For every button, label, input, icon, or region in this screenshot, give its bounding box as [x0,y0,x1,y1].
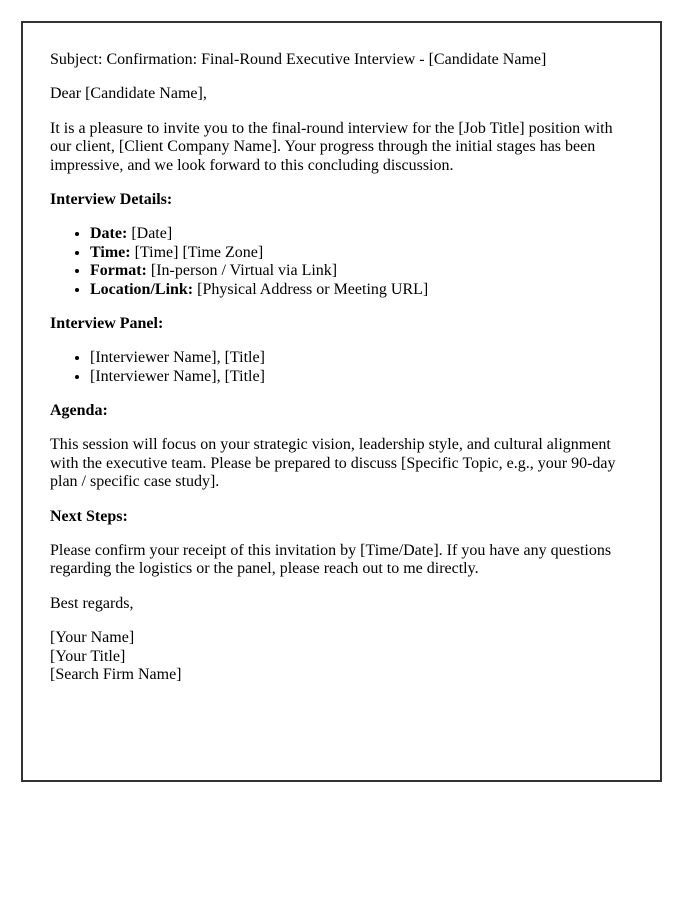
detail-label: Time: [90,243,131,261]
signature-block [50,629,633,684]
detail-value: [Time] [Time Zone] [130,243,264,261]
letter-document [21,21,662,782]
next-steps-heading: Next Steps: [50,507,128,525]
subject-line: Subject: Confirmation: Final-Round Executive Interview - [Candidate Name] [50,51,547,68]
detail-item-format [90,262,633,280]
greeting: Dear [Candidate Name], [50,85,207,103]
panel-item: • [Interviewer Name], [Title] [90,349,633,367]
panel-item: • [Interviewer Name], [Title] [90,368,633,386]
interview-panel-list [50,349,633,386]
detail-value: [In-person / Virtual via Link] [146,262,338,280]
closing: Best regards, [50,594,134,612]
agenda-heading: Agenda: [50,402,108,420]
detail-value: [Date] [127,225,173,243]
intro-paragraph: It is a pleasure to invite you to the final-round interview for the [Job Title] position with our client, [Client Company Name]. Your progress through the initial stages has been impressive, and we look forward to this concluding discussion. [50,119,613,174]
detail-label: Location/Link: [90,280,194,298]
detail-label: Date: [90,225,128,243]
detail-item-date [90,225,633,243]
interview-details-list [50,225,633,299]
detail-label: Format: [90,262,147,280]
interview-details-heading: Interview Details: [50,190,173,208]
detail-value: [Physical Address or Meeting URL] [193,280,429,298]
detail-item-time [90,244,633,262]
signature-firm: [Search Firm Name] [50,665,182,683]
next-steps-paragraph: Please confirm your receipt of this invitation by [Time/Date]. If you have any questions regarding the logistics or the panel, please reach out to me directly. [50,542,612,578]
interview-panel-heading: Interview Panel: [50,314,164,332]
agenda-paragraph: This session will focus on your strategic vision, leadership style, and cultural alignment with the executive team. Please be prepared to discuss [Specific Topic, e.g., your 90-day plan / specific case study]. [50,436,616,491]
signature-title: [Your Title] [50,647,126,665]
detail-item-location [90,281,633,299]
signature-name: [Your Name] [50,629,135,647]
